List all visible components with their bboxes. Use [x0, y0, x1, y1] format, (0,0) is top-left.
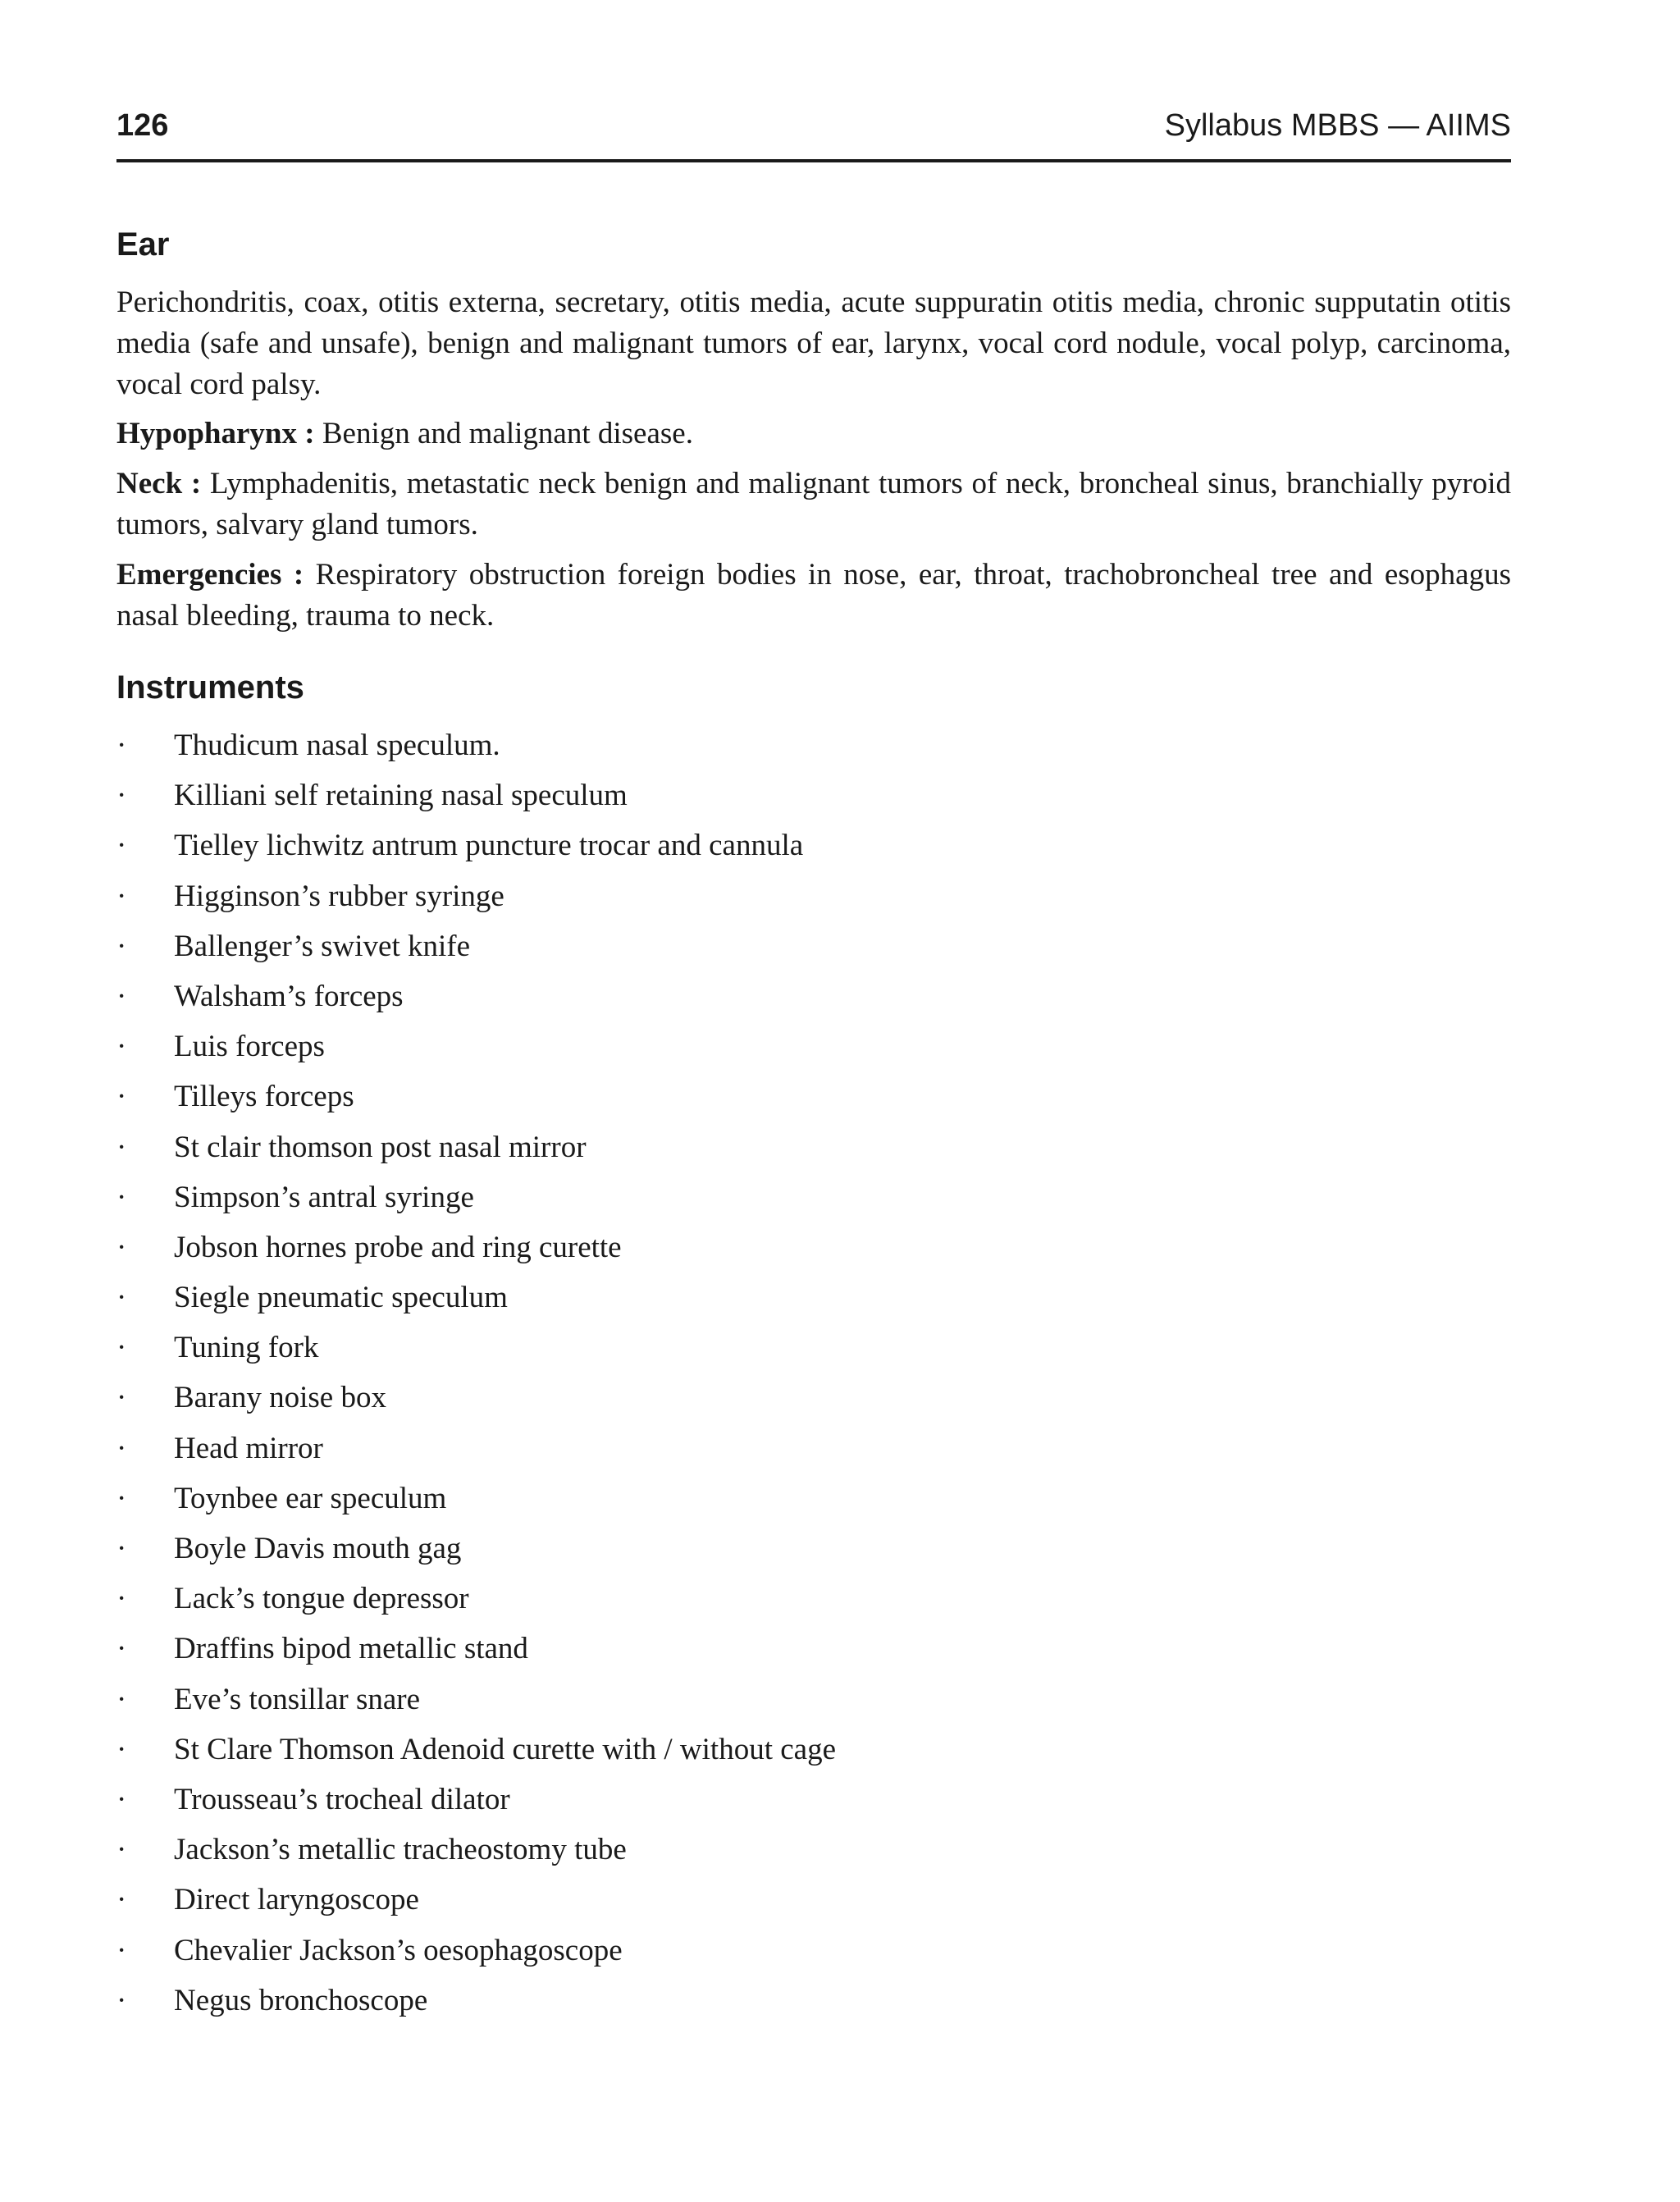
list-item-text: Tuning fork	[174, 1331, 319, 1365]
list-item-text: Eve’s tonsillar snare	[174, 1682, 421, 1716]
list-item-text: St clair thomson post nasal mirror	[174, 1130, 587, 1164]
list-item-text: Tielley lichwitz antrum puncture trocar and cannula	[174, 829, 804, 863]
list-item	[116, 1574, 1511, 1624]
bullet: ·	[116, 1782, 127, 1816]
bullet: ·	[116, 1230, 127, 1264]
header-rule	[116, 159, 1511, 162]
bullet: ·	[116, 1732, 127, 1766]
list-item	[116, 921, 1511, 971]
list-item-text: Toynbee ear speculum	[174, 1481, 447, 1515]
list-item-text: Jobson hornes probe and ring curette	[174, 1230, 622, 1264]
list-item-text: Lack’s tongue depressor	[174, 1582, 469, 1616]
bullet: ·	[116, 1481, 127, 1515]
bullet: ·	[116, 1431, 127, 1465]
bullet: ·	[116, 1682, 127, 1716]
ear-heading: Ear	[116, 226, 170, 263]
list-item	[116, 871, 1511, 921]
hypopharynx-paragraph	[116, 413, 1511, 455]
list-item	[116, 1373, 1511, 1423]
list-item-text: Simpson’s antral syringe	[174, 1180, 474, 1214]
bullet: ·	[116, 829, 127, 863]
list-item	[116, 1976, 1511, 2026]
bullet: ·	[116, 1030, 127, 1064]
list-item	[116, 1122, 1511, 1172]
list-item	[116, 1775, 1511, 1825]
list-item	[116, 1222, 1511, 1272]
list-item-text: Barany noise box	[174, 1381, 386, 1415]
bullet: ·	[116, 1331, 127, 1365]
bullet: ·	[116, 1281, 127, 1315]
list-item	[116, 1272, 1511, 1323]
list-item-text: Trousseau’s trocheal dilator	[174, 1782, 510, 1816]
instruments-list	[116, 720, 1511, 2026]
list-item-text: Tilleys forceps	[174, 1080, 354, 1114]
list-item-text: Boyle Davis mouth gag	[174, 1532, 462, 1565]
page-header	[116, 108, 1511, 161]
list-item	[116, 720, 1511, 770]
bullet: ·	[116, 779, 127, 813]
bullet: ·	[116, 1130, 127, 1164]
emergencies-label: Emergencies :	[116, 558, 304, 592]
emergencies-text: Respiratory obstruction foreign bodies in nose, ear, throat, trachobroncheal tree and esophagus nasal bleeding, trauma to neck.	[116, 558, 1511, 633]
bullet: ·	[116, 1582, 127, 1616]
list-item-text: Siegle pneumatic speculum	[174, 1281, 508, 1315]
bullet: ·	[116, 1632, 127, 1666]
bullet: ·	[116, 1080, 127, 1114]
list-item-text: Killiani self retaining nasal speculum	[174, 779, 628, 813]
neck-paragraph	[116, 464, 1511, 546]
neck-text: Lymphadenitis, metastatic neck benign and malignant tumors of neck, broncheal sinus, branchially pyroid tumors, salvary gland tumors.	[116, 467, 1512, 541]
list-item-text: Head mirror	[174, 1431, 323, 1465]
bullet: ·	[116, 929, 127, 963]
list-item	[116, 1875, 1511, 1925]
list-item	[116, 1926, 1511, 1976]
emergencies-paragraph	[116, 555, 1511, 637]
bullet: ·	[116, 879, 127, 913]
bullet: ·	[116, 1883, 127, 1917]
list-item	[116, 1172, 1511, 1222]
list-item	[116, 1524, 1511, 1574]
bullet: ·	[116, 1532, 127, 1565]
list-item-text: Luis forceps	[174, 1030, 325, 1064]
bullet: ·	[116, 979, 127, 1013]
list-item	[116, 770, 1511, 820]
list-item	[116, 1071, 1511, 1122]
bullet: ·	[116, 1180, 127, 1214]
bullet: ·	[116, 729, 127, 762]
list-item-text: Higginson’s rubber syringe	[174, 879, 504, 913]
list-item-text: Direct laryngoscope	[174, 1883, 419, 1917]
list-item	[116, 1473, 1511, 1524]
hypopharynx-text: Benign and malignant disease.	[314, 417, 693, 450]
list-item-text: Jackson’s metallic tracheostomy tube	[174, 1833, 627, 1867]
list-item-text: Ballenger’s swivet knife	[174, 929, 471, 963]
list-item	[116, 1674, 1511, 1725]
instruments-heading: Instruments	[116, 669, 304, 706]
bullet: ·	[116, 1833, 127, 1867]
hypopharynx-label: Hypopharynx :	[116, 417, 315, 450]
ear-paragraph: Perichondritis, coax, otitis externa, secretary, otitis media, acute suppuratin otitis media, chronic supputatin otitis media (safe and unsafe), benign and malignant tumors of ear, larynx, vocal cord nodule, vocal polyp, carcinoma, vocal cord palsy.	[116, 286, 1511, 401]
list-item-text: Draffins bipod metallic stand	[174, 1632, 528, 1666]
bullet: ·	[116, 1381, 127, 1415]
bullet: ·	[116, 1983, 127, 2017]
list-item	[116, 1323, 1511, 1373]
list-item	[116, 1624, 1511, 1674]
page-number: 126	[116, 108, 169, 143]
list-item-text: St Clare Thomson Adenoid curette with / without cage	[174, 1732, 837, 1766]
list-item	[116, 1423, 1511, 1473]
list-item-text: Chevalier Jackson’s oesophagoscope	[174, 1933, 623, 1967]
list-item	[116, 820, 1511, 870]
list-item	[116, 1021, 1511, 1071]
bullet: ·	[116, 1933, 127, 1967]
list-item-text: Walsham’s forceps	[174, 979, 404, 1013]
list-item	[116, 1825, 1511, 1875]
running-head: Syllabus MBBS — AIIMS	[1164, 108, 1511, 143]
list-item	[116, 1725, 1511, 1775]
list-item-text: Negus bronchoscope	[174, 1983, 428, 2017]
neck-label: Neck :	[116, 467, 202, 500]
list-item	[116, 971, 1511, 1021]
list-item-text: Thudicum nasal speculum.	[174, 729, 500, 762]
